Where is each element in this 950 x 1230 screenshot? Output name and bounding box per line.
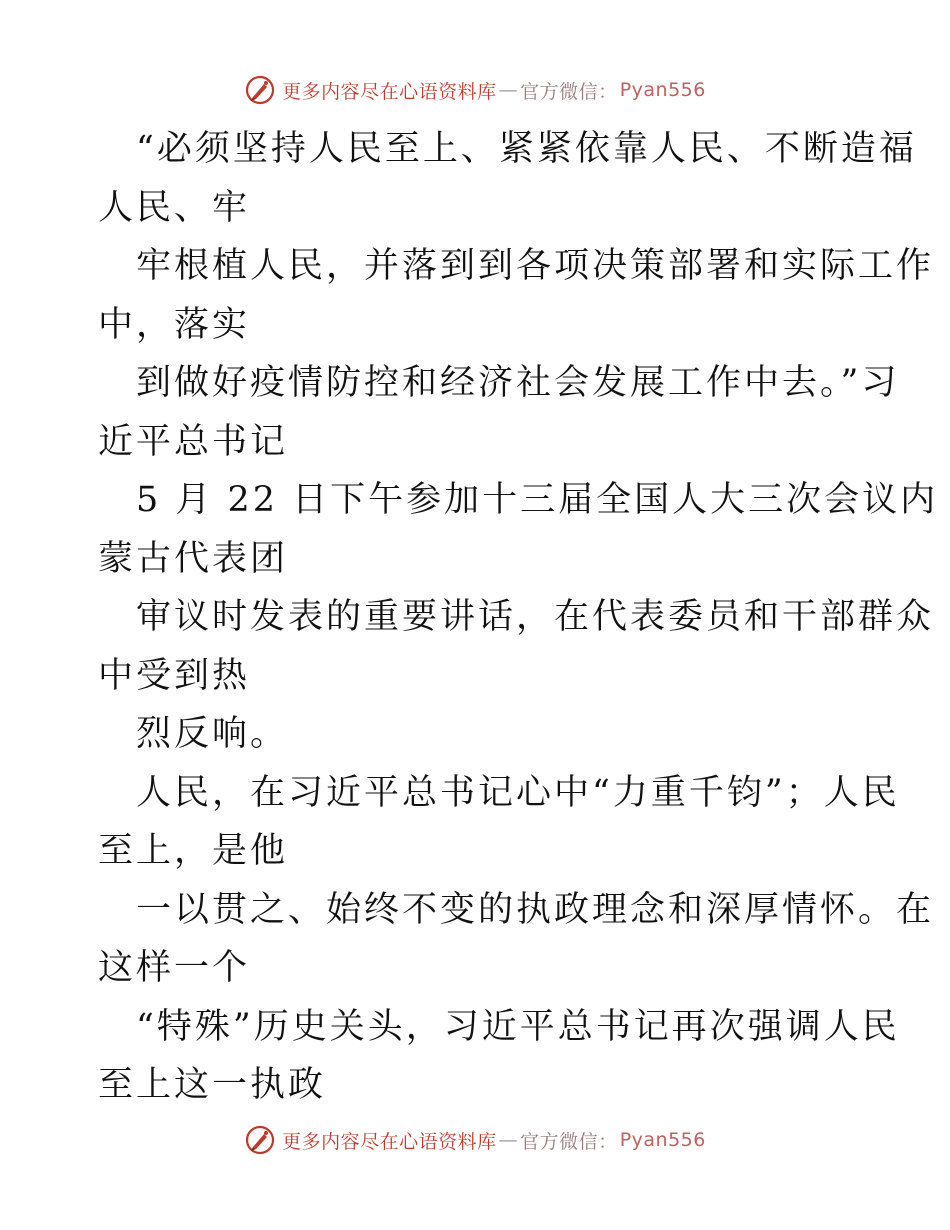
body-line: 牢根植人民，并落到到各项决策部署和实际工作 xyxy=(136,246,935,286)
body-line: 至上这一执政 xyxy=(98,1065,327,1105)
document-body xyxy=(98,120,939,1115)
footer-wechat-label: 官方微信： xyxy=(520,1130,618,1153)
body-line: 中受到热 xyxy=(98,655,251,696)
body-line: 烈反响。 xyxy=(136,714,289,754)
body-line: 人民，在习近平总书记心中“力重千钧”；人民 xyxy=(136,772,900,813)
pen-logo-icon xyxy=(244,1124,276,1156)
body-line: “特殊”历史关头，习近平总书记再次强调人民 xyxy=(136,1006,900,1047)
body-line: 中，落实 xyxy=(98,304,251,345)
header-brand-text: 更多内容尽在心语资料库 xyxy=(282,80,497,103)
body-line: 近平总书记 xyxy=(98,421,289,462)
body-line: 到做好疫情防控和经济社会发展工作中去。”习 xyxy=(136,363,900,403)
footer-brand-text: 更多内容尽在心语资料库 xyxy=(282,1130,497,1153)
header-wechat-label: 官方微信： xyxy=(520,80,618,103)
body-line: “必须坚持人民至上、紧紧依靠人民、不断造福 xyxy=(136,129,917,169)
body-line: 至上，是他 xyxy=(98,831,289,871)
body-line: 审议时发表的重要讲话，在代表委员和干部群众 xyxy=(136,597,935,637)
header-dash: — xyxy=(498,79,519,101)
footer-wechat-id: Pyan556 xyxy=(619,1129,706,1151)
footer-dash: — xyxy=(498,1129,519,1151)
header-watermark xyxy=(0,70,950,110)
body-line: 蒙古代表团 xyxy=(98,538,289,579)
footer-watermark xyxy=(0,1120,950,1160)
body-line: 人民、牢 xyxy=(98,187,251,228)
body-line: 一以贯之、始终不变的执政理念和深厚情怀。在 xyxy=(136,889,935,930)
body-line: 5 月 22 日下午参加十三届全国人大三次会议内 xyxy=(136,480,939,520)
pen-logo-icon xyxy=(244,74,276,106)
header-wechat-id: Pyan556 xyxy=(619,79,706,101)
body-line: 这样一个 xyxy=(98,948,251,988)
